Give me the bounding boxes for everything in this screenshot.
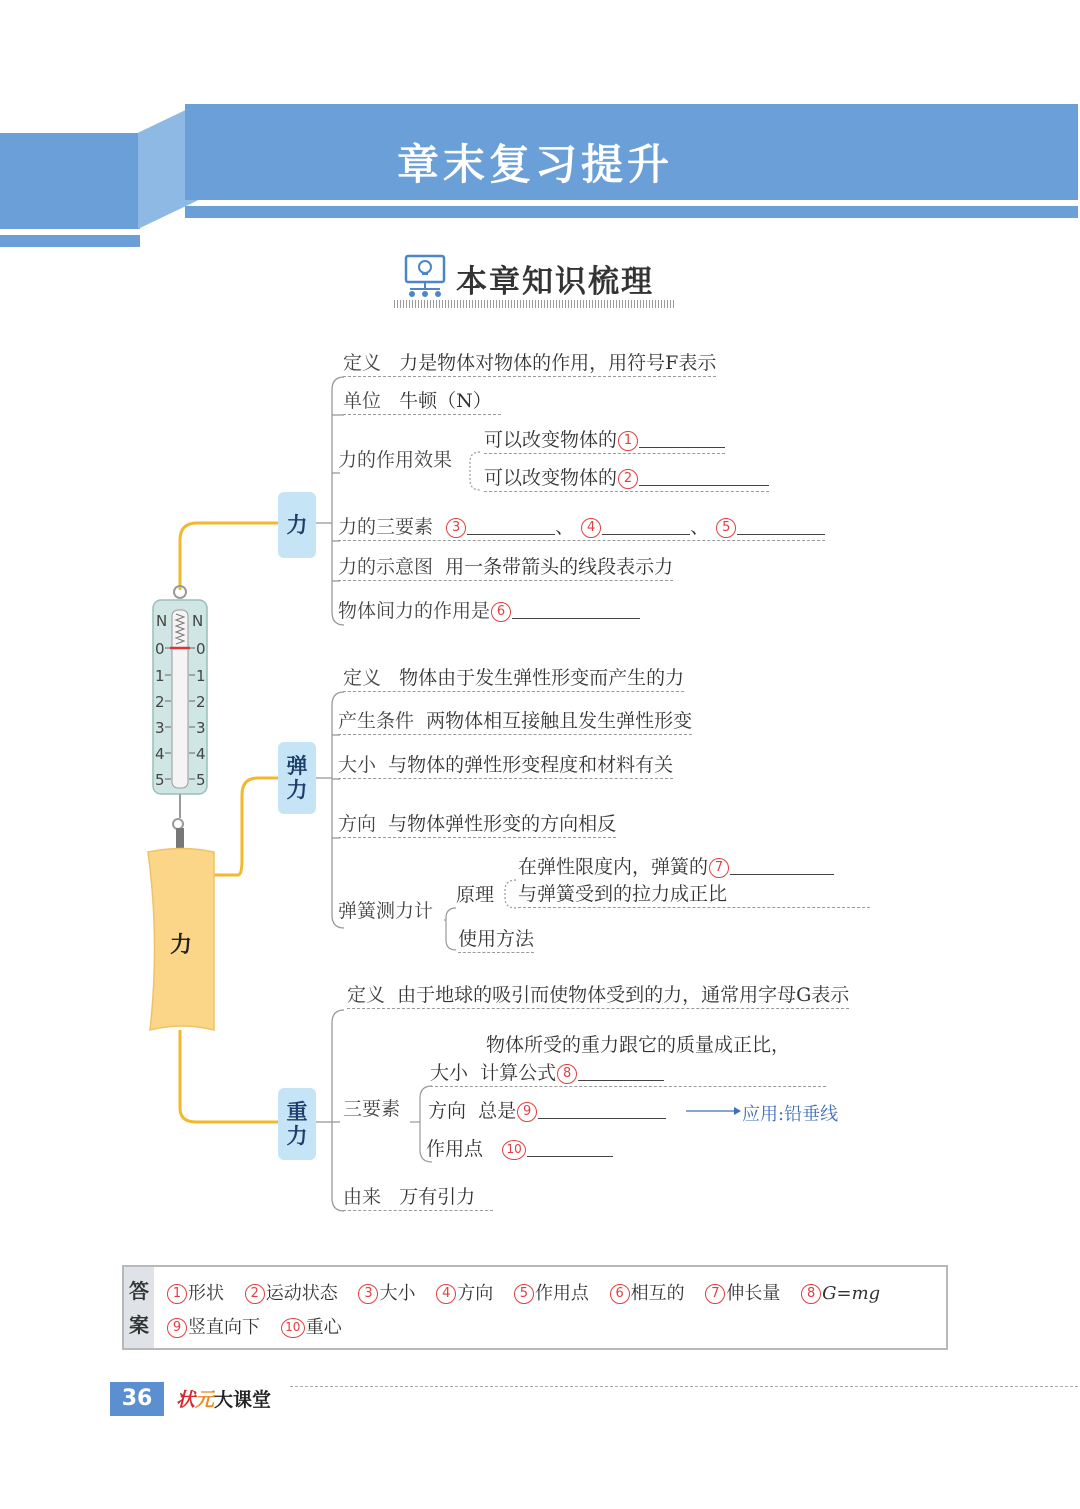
answer-blank bbox=[467, 517, 555, 535]
gravity-definition: 定义 由于地球的吸引而使物体受到的力，通常用字母G表示 bbox=[347, 984, 849, 1009]
force-effect-line1: 可以改变物体的 1 bbox=[484, 429, 725, 454]
banner-left-block bbox=[0, 133, 140, 229]
node-gravity: 重 力 bbox=[278, 1088, 316, 1160]
answer-item: 8 G=mg bbox=[800, 1283, 880, 1304]
brand-logo: 状元大课堂 bbox=[176, 1389, 272, 1411]
application-note: 应用:铅垂线 bbox=[742, 1104, 839, 1125]
scale-unit-left: N bbox=[156, 612, 168, 630]
spring-principle-line2: 与弹簧受到的拉力成正比 bbox=[518, 883, 870, 908]
blank-number: 8 bbox=[557, 1064, 577, 1084]
answer-row-1 bbox=[166, 1279, 894, 1305]
gravity-three-key: 三要素 bbox=[343, 1098, 401, 1120]
answer-blank bbox=[538, 1101, 666, 1119]
answer-box bbox=[122, 1265, 948, 1350]
answer-item: 4 方向 bbox=[435, 1283, 493, 1304]
scale-tick: 2 bbox=[155, 693, 165, 711]
blank-number: 9 bbox=[517, 1102, 537, 1122]
gravity-direction: 方向 总是 9 bbox=[428, 1100, 666, 1122]
force-diagram: 力的示意图 用一条带箭头的线段表示力 bbox=[338, 556, 673, 581]
answer-item: 2 运动状态 bbox=[244, 1283, 338, 1304]
gravity-size-text1: 物体所受的重力跟它的质量成正比， bbox=[486, 1034, 791, 1056]
lightbulb-board-icon bbox=[402, 253, 448, 299]
page-number: 36 bbox=[110, 1382, 164, 1416]
blank-number: 7 bbox=[709, 858, 729, 878]
answer-row-2 bbox=[166, 1313, 356, 1339]
answer-item: 7 伸长量 bbox=[704, 1283, 780, 1304]
answer-label: 答 案 bbox=[124, 1267, 154, 1348]
chapter-title: 章末复习提升 bbox=[396, 140, 673, 189]
answer-blank bbox=[527, 1139, 613, 1157]
section-title: 本章知识梳理 bbox=[456, 264, 654, 300]
spring-usage: 使用方法 bbox=[458, 928, 534, 953]
force-unit: 单位 牛顿（N） bbox=[343, 390, 501, 415]
force-effect-key: 力的作用效果 bbox=[338, 449, 453, 471]
node-elastic: 弹 力 bbox=[278, 742, 316, 814]
answer-item: 1 形状 bbox=[166, 1283, 224, 1304]
scale-unit-right: N bbox=[192, 612, 204, 630]
force-definition: 定义 力是物体对物体的作用，用符号F表示 bbox=[343, 352, 716, 377]
gravity-origin: 由来 万有引力 bbox=[343, 1186, 493, 1211]
spring-principle-line1: 在弹性限度内，弹簧的 7 bbox=[518, 856, 834, 878]
blank-number: 10 bbox=[502, 1140, 526, 1160]
answer-blank bbox=[737, 517, 825, 535]
root-node: 力 bbox=[170, 933, 193, 958]
blank-number: 4 bbox=[581, 518, 601, 538]
answer-blank bbox=[602, 517, 690, 535]
scale-tick: 5 bbox=[155, 771, 165, 789]
spring-scale-key: 弹簧测力计 bbox=[338, 900, 434, 922]
answer-item: 6 相互的 bbox=[609, 1283, 685, 1304]
gravity-point: 作用点 10 bbox=[426, 1138, 613, 1160]
scale-tick: 0 bbox=[196, 640, 206, 658]
answer-blank bbox=[639, 468, 769, 486]
answer-blank bbox=[512, 601, 640, 619]
banner-stripe bbox=[185, 206, 1078, 218]
scale-tick: 1 bbox=[155, 667, 165, 685]
scale-tick: 0 bbox=[155, 640, 165, 658]
scale-tick: 1 bbox=[196, 667, 206, 685]
answer-blank bbox=[639, 430, 725, 448]
elastic-direction: 方向 与物体弹性形变的方向相反 bbox=[338, 813, 616, 838]
node-force: 力 bbox=[278, 492, 316, 558]
footer-divider bbox=[290, 1386, 1078, 1387]
scale-tick: 4 bbox=[196, 745, 206, 763]
scale-tick: 2 bbox=[196, 693, 206, 711]
force-effect-line2: 可以改变物体的 2 bbox=[484, 467, 769, 492]
blank-number: 2 bbox=[618, 469, 638, 489]
scale-tick: 4 bbox=[155, 745, 165, 763]
answer-item: 3 大小 bbox=[357, 1283, 415, 1304]
answer-item: 10 重心 bbox=[280, 1317, 342, 1338]
answer-item: 5 作用点 bbox=[513, 1283, 589, 1304]
answer-blank bbox=[730, 857, 834, 875]
spring-principle-key: 原理 bbox=[456, 884, 495, 906]
blank-number: 3 bbox=[446, 518, 466, 538]
answer-blank bbox=[578, 1063, 664, 1081]
force-mutual: 物体间力的作用是 6 bbox=[338, 600, 640, 622]
scale-tick: 5 bbox=[196, 771, 206, 789]
answer-item: 9 竖直向下 bbox=[166, 1317, 260, 1338]
elastic-size: 大小 与物体的弹性形变程度和材料有关 bbox=[338, 754, 673, 779]
blank-number: 5 bbox=[716, 518, 736, 538]
force-elements: 力的三要素 3 、 4 、 5 bbox=[338, 516, 825, 541]
scale-tick: 3 bbox=[196, 719, 206, 737]
banner-left-stripe bbox=[0, 235, 140, 247]
blank-number: 6 bbox=[491, 602, 511, 622]
gravity-size: 大小 计算公式 8 bbox=[430, 1062, 826, 1087]
section-underline bbox=[394, 300, 676, 308]
elastic-definition: 定义 物体由于发生弹性形变而产生的力 bbox=[343, 667, 684, 692]
scale-tick: 3 bbox=[155, 719, 165, 737]
blank-number: 1 bbox=[618, 431, 638, 451]
elastic-condition: 产生条件 两物体相互接触且发生弹性形变 bbox=[338, 710, 692, 735]
